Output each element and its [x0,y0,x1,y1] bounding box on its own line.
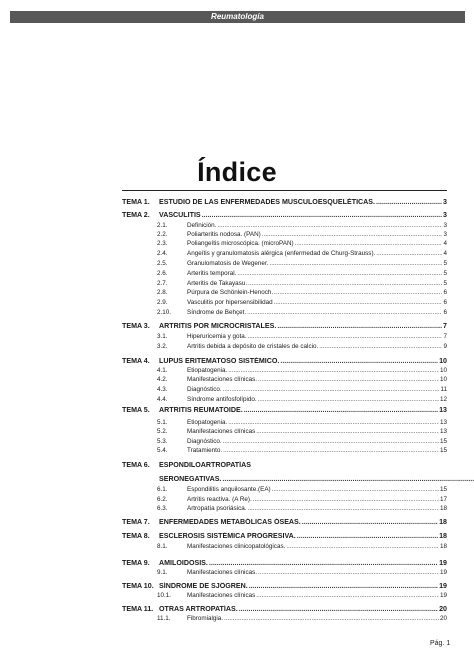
toc-entry-number: 5.1. [157,419,168,426]
toc-dot-leader [217,222,442,229]
toc-entry-number: TEMA 1. [122,198,150,206]
page-title: Índice [197,157,277,187]
toc-entry-title: SÍNDROME DE SJÖGREN. [159,582,248,590]
toc-entry-page: 3 [443,231,447,238]
toc-dot-leader [239,605,438,613]
toc-dot-leader [376,198,442,206]
toc-entry-page: 10 [439,357,447,365]
toc-entry-page: 6 [443,299,447,306]
toc-entry-page: 18 [439,532,447,540]
toc-entry-title: OTRAS ARTROPATÍAS. [159,605,238,613]
toc-section-entry[interactable] [122,270,447,280]
toc-entry-title: VASCULITIS [159,211,201,219]
toc-chapter-entry[interactable] [122,559,447,569]
toc-section-entry[interactable] [122,396,447,406]
toc-dot-leader [295,240,443,247]
toc-entry-number: 6.2. [157,496,168,503]
toc-entry-page: 19 [439,569,447,576]
toc-entry-page: 11 [440,386,447,393]
toc-section-entry[interactable] [122,376,447,386]
toc-entry-page: 4 [443,250,447,257]
toc-dot-leader [302,518,438,526]
toc-section-entry[interactable] [122,343,447,353]
toc-entry-page: 10 [439,376,447,383]
toc-dot-leader [274,289,442,296]
toc-entry-title: ARTRITIS REUMATOIDE. [159,406,243,414]
toc-entry-page: 15 [439,447,447,454]
toc-entry-title: Poliarteritis nodosa. (PAN) [187,231,261,238]
toc-entry-title: ENFERMEDADES METABÓLICAS ÓSEAS. [159,518,301,526]
toc-dot-leader [237,270,442,277]
toc-entry-number: 9.1. [157,569,168,576]
toc-chapter-entry[interactable] [122,518,447,528]
toc-dot-leader [258,396,439,403]
toc-entry-number: TEMA 11. [122,605,154,613]
toc-entry-number: 2.1. [157,222,168,229]
toc-entry-page: 5 [443,280,447,287]
toc-chapter-entry[interactable] [122,357,447,367]
toc-dot-leader [222,475,474,483]
toc-section-entry[interactable] [122,260,447,270]
toc-entry-title: Fibromialgia. [187,615,224,622]
toc-entry-number: 6.1. [157,486,168,493]
toc-entry-number: 2.4. [157,250,168,257]
toc-section-entry[interactable] [122,569,447,579]
toc-entry-title: Hiperuricemia y gota. [187,333,247,340]
toc-entry-page: 4 [443,240,447,247]
toc-dot-leader [223,447,439,454]
toc-dot-leader [248,505,439,512]
toc-dot-leader [297,532,438,540]
toc-entry-title: Etiopatogenia. [187,367,228,374]
toc-dot-leader [277,322,442,330]
toc-entry-page: 13 [439,428,447,435]
toc-dot-leader [274,299,443,306]
toc-chapter-entry[interactable] [122,475,474,485]
toc-dot-leader [319,343,442,350]
toc-entry-title: Manifestaciones clinicopatológicas. [187,543,286,550]
toc-dot-leader [247,309,442,316]
toc-entry-title: AMILOIDOSIS. [159,559,208,567]
toc-entry-page: 9 [443,343,447,350]
toc-dot-leader [209,559,438,567]
toc-section-entry[interactable] [122,240,447,250]
toc-entry-title: Tratamiento. [187,447,223,454]
toc-section-entry[interactable] [122,386,447,396]
toc-entry-number: 5.3. [157,438,168,445]
toc-entry-page: 18 [439,505,447,512]
toc-entry-title: ARTRITIS POR MICROCRISTALES. [159,322,277,330]
toc-section-entry[interactable] [122,289,447,299]
toc-entry-title: Arteritis de Takayasu. [187,280,248,287]
toc-entry-number: 2.7. [157,280,168,287]
toc-dot-leader [248,333,443,340]
toc-entry-page: 3 [443,222,447,229]
toc-entry-title: Artritis reactiva. (A Re). [187,496,252,503]
toc-entry-number: 4.3. [157,386,168,393]
toc-entry-title: Etiopatogenia. [187,419,228,426]
toc-section-entry[interactable] [122,309,447,319]
toc-entry-title: Diagnóstico. [187,438,222,445]
toc-section-entry[interactable] [122,486,447,496]
toc-entry-number: 2.9. [157,299,168,306]
toc-entry-page: 15 [439,486,447,493]
toc-section-entry[interactable] [122,615,447,625]
toc-entry-page: 18 [439,518,447,526]
toc-entry-page: 13 [439,419,447,426]
toc-entry-title: Manifestaciones clínicas [187,592,256,599]
toc-section-entry[interactable] [122,592,447,602]
toc-dot-leader [202,211,442,219]
header-title: Reumatología [211,12,264,21]
toc-dot-leader [376,250,442,257]
toc-chapter-entry[interactable] [122,582,447,592]
toc-dot-leader [253,496,439,503]
toc-entry-title: Vasculitis por hipersensibilidad [187,299,273,306]
toc-section-entry[interactable] [122,505,447,515]
toc-entry-title: ESCLEROSIS SISTÉMICA PROGRESIVA. [159,532,296,540]
toc-dot-leader [258,376,439,383]
toc-entry-title: LUPUS ERITEMATOSO SISTÉMICO. [159,357,280,365]
toc-entry-page: 13 [439,406,447,414]
toc-chapter-entry[interactable] [122,605,447,615]
toc-entry-number: 2.6. [157,270,168,277]
toc-entry-title: Manifestaciones clínicas [187,428,256,435]
toc-section-entry[interactable] [122,299,447,309]
toc-entry-number: TEMA 2. [122,211,150,219]
toc-dot-leader [269,260,442,267]
toc-dot-leader [262,231,443,238]
toc-dot-leader [248,280,442,287]
toc-entry-page: 12 [439,396,447,403]
header-bar [10,11,465,23]
toc-entry-number: 4.2. [157,376,168,383]
toc-entry-number: 8.1. [157,543,168,550]
toc-dot-leader [256,592,439,599]
toc-entry-title: Arteritis temporal. [187,270,237,277]
toc-entry-page: 20 [439,615,447,622]
toc-dot-leader [272,486,439,493]
toc-chapter-entry[interactable] [122,211,447,221]
toc-entry-number: 4.1. [157,367,168,374]
toc-entry-number: 2.2. [157,231,168,238]
toc-entry-number: TEMA 3. [122,322,150,330]
toc-entry-number: TEMA 5. [122,406,150,414]
toc-chapter-entry[interactable] [122,461,447,471]
toc-entry-title: Granulomatosis de Wegener. [187,260,269,267]
toc-entry-page: 7 [443,322,447,330]
toc-entry-title: ESPONDILOARTROPATÍAS [159,461,251,469]
toc-dot-leader [244,406,438,414]
toc-section-entry[interactable] [122,447,447,457]
toc-entry-page: 17 [439,496,447,503]
toc-entry-title: Definición. [187,222,217,229]
toc-entry-number: TEMA 7. [122,518,150,526]
toc-dot-leader [286,543,439,550]
toc-entry-number: TEMA 4. [122,357,150,365]
toc-entry-page: 19 [439,592,447,599]
toc-entry-page: 19 [439,559,447,567]
toc-entry-title: Púrpura de Schönlein-Henoch. [187,289,274,296]
toc-section-entry[interactable] [122,543,447,553]
toc-entry-page: 15 [439,438,447,445]
toc-entry-number: 3.1. [157,333,168,340]
toc-entry-page: 20 [439,605,447,613]
toc-entry-page: 6 [443,309,447,316]
toc-entry-page: 6 [443,289,447,296]
toc-entry-title: Manifestaciones clínicas. [187,569,257,576]
toc-entry-number: 6.3. [157,505,168,512]
toc-chapter-entry[interactable] [122,406,447,416]
toc-dot-leader [224,615,439,622]
toc-entry-number: 5.2. [157,428,168,435]
page-number: Pág. 1 [430,640,451,647]
toc-entry-title: Espondilitis anquilosante.(EA) [187,486,271,493]
title-divider [122,190,447,191]
toc-dot-leader [249,582,438,590]
toc-entry-page: 3 [443,198,447,206]
toc-entry-page: 5 [443,270,447,277]
toc-dot-leader [223,386,440,393]
toc-chapter-entry[interactable] [122,322,447,332]
toc-dot-leader [223,438,439,445]
toc-entry-number: 5.4. [157,447,168,454]
toc-entry-page: 5 [443,260,447,267]
toc-section-entry[interactable] [122,250,447,260]
toc-section-entry[interactable] [122,428,447,438]
toc-dot-leader [258,569,439,576]
toc-entry-page: 18 [439,543,447,550]
toc-entry-number: 4.4. [157,396,168,403]
toc-entry-number: 10.1. [157,592,172,599]
toc-entry-title: Poliangeítis microscópica. (microPAN) [187,240,294,247]
toc-entry-number: TEMA 9. [122,559,150,567]
toc-entry-number: 2.8. [157,289,168,296]
toc-entry-title: Angeítis y granulomatosis alérgica (enfermedad de Churg-Strauss). [187,250,376,257]
toc-entry-title: ESTUDIO DE LAS ENFERMEDADES MUSCULOESQUELÉTICAS. [159,198,375,206]
toc-entry-title: Artropatía psoriásica. [187,505,247,512]
toc-entry-title: Diagnóstico. [187,386,222,393]
toc-entry-title: SERONEGATIVAS. [159,475,222,483]
toc-entry-number: TEMA 8. [122,532,150,540]
toc-entry-title: Síndrome de Behçet. [187,309,247,316]
toc-entry-page: 3 [443,211,447,219]
toc-entry-page: 19 [439,582,447,590]
toc-entry-title: Manifestaciones clínicas. [187,376,257,383]
toc-entry-number: 11.1. [157,615,171,622]
toc-dot-leader [256,428,439,435]
toc-entry-number: TEMA 10. [122,582,154,590]
toc-dot-leader [228,367,439,374]
toc-entry-title: Artritis debida a depósito de cristales de calcio. [187,343,319,350]
toc-dot-leader [280,357,438,365]
toc-entry-number: 2.10. [157,309,172,316]
toc-dot-leader [228,419,439,426]
toc-entry-number: 3.2. [157,343,168,350]
toc-entry-page: 10 [439,367,447,374]
toc-entry-number: TEMA 6. [122,461,150,469]
toc-entry-number: 2.3. [157,240,168,247]
toc-chapter-entry[interactable] [122,532,447,542]
toc-entry-page: 7 [443,333,447,340]
toc-chapter-entry[interactable] [122,198,447,208]
toc-section-entry[interactable] [122,333,447,343]
toc-entry-number: 2.5. [157,260,168,267]
toc-entry-title: Síndrome antifosfolípido. [187,396,257,403]
